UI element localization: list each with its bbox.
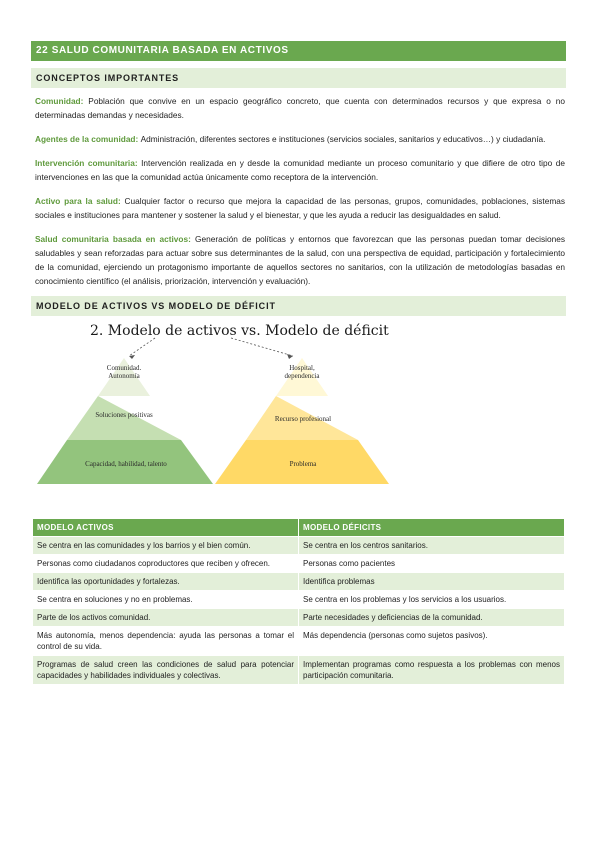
comparison-table xyxy=(32,518,565,685)
assets-cell: Se centra en soluciones y no en problemas. xyxy=(33,591,299,609)
concept-definition: Comunidad: Población que convive en un espacio geográfico concreto, que cuenta con determinados recursos y que expresa o no determinadas demandas y necesidades. xyxy=(35,96,565,120)
concept-definition: Agentes de la comunidad: Administración, diferentes sectores e instituciones (servicios sociales, sanitarios y educativos…) y ciudadanía. xyxy=(35,134,546,144)
models-diagram xyxy=(31,320,566,506)
concept-term: Intervención comunitaria xyxy=(35,158,135,168)
concept-definition: Salud comunitaria basada en activos: Generación de políticas y entornos que favorezcan que las personas puedan tomar decisiones saludables y sean reforzadas para actuar sobre sus determinantes de la salud, con una perspectiva de equidad, participación y fortalecimiento de la comunidad, ejerciendo un protagonismo importante de aquellos sectores no sanitarios, con la utilización de metodologías basadas en conocimiento científico (el análisis, priorización, intervención y evaluación). xyxy=(35,234,565,286)
concept-definition: Activo para la salud: Cualquier factor o recurso que mejora la capacidad de las personas, grupos, comunidades, poblaciones, sistemas sociales e instituciones para mantener y sostener la salud y el bienestar, y que les ayuda a reducir las desigualdades en salud. xyxy=(35,196,565,220)
table-row xyxy=(33,573,565,591)
chapter-title: 22 SALUD COMUNITARIA BASADA EN ACTIVOS xyxy=(31,41,566,61)
assets-bottom-label: Capacidad, habilidad, talento xyxy=(85,460,167,468)
assets-cell: Más autonomía, menos dependencia: ayuda las personas a tomar el control de su vida. xyxy=(33,627,299,656)
assets-cell: Identifica las oportunidades y fortalezas. xyxy=(33,573,299,591)
deficit-middle-label: Recurso profesional xyxy=(274,415,332,423)
document-page xyxy=(31,41,566,685)
table-row xyxy=(33,555,565,573)
assets-pointer-arrow xyxy=(129,338,155,356)
section-heading-models: MODELO DE ACTIVOS VS MODELO DE DÉFICIT xyxy=(31,296,566,316)
deficit-top-label: Hospital, dependencia xyxy=(284,364,320,380)
concept-text: Cualquier factor o recurso que mejora la capacidad de las personas, grupos, comunidades, poblaciones, sistemas sociales e instituciones para mantener y sostener la salud y el bienestar, y que les ayuda a reducir las desigualdades en salud. xyxy=(35,196,565,220)
deficits-cell: Identifica problemas xyxy=(299,573,565,591)
concept-text: Intervención realizada en y desde la comunidad mediante un proceso comunitario y que difiere de otro tipo de intervenciones en las que la comunidad actúa únicamente como receptora de la intervención. xyxy=(35,158,565,182)
assets-top-label: Comunidad. Autonomía xyxy=(106,364,142,380)
table-row xyxy=(33,609,565,627)
assets-cell: Programas de salud creen las condiciones de salud para potenciar capacidades y habilidades individuales y colectivas. xyxy=(33,656,299,685)
deficit-pointer-arrow xyxy=(231,338,293,356)
assets-cell: Parte de los activos comunidad. xyxy=(33,609,299,627)
deficit-bottom-label: Problema xyxy=(289,460,317,468)
deficits-cell: Se centra en los problemas y los servicios a los usuarios. xyxy=(299,591,565,609)
concept-text: Generación de políticas y entornos que favorezcan que las personas puedan tomar decisiones saludables y sean reforzadas para actuar sobre sus determinantes de la salud, con una perspectiva de equidad, participación y fortalecimiento de la comunidad, ejerciendo un protagonismo importante de aquellos sectores no sanitarios, con la utilización de metodologías basadas en conocimiento científico (el análisis, priorización, intervención y evaluación). xyxy=(35,234,565,286)
deficits-cell: Implementan programas como respuesta a los problemas con menos participación comunitaria. xyxy=(299,656,565,685)
table-row xyxy=(33,591,565,609)
concept-term: Agentes de la comunidad xyxy=(35,134,136,144)
deficits-cell: Personas como pacientes xyxy=(299,555,565,573)
column-header-assets: MODELO ACTIVOS xyxy=(33,519,299,537)
deficits-cell: Más dependencia (personas como sujetos pasivos). xyxy=(299,627,565,656)
concept-definition: Intervención comunitaria: Intervención realizada en y desde la comunidad mediante un proceso comunitario y que difiere de otro tipo de intervenciones en las que la comunidad actúa únicamente como receptora de la intervención. xyxy=(35,158,565,182)
table-row xyxy=(33,627,565,656)
concept-text: Administración, diferentes sectores e instituciones (servicios sociales, sanitarios y educativos…) y ciudadanía. xyxy=(140,134,546,144)
concept-text: Población que convive en un espacio geográfico concreto, que cuenta con determinados recursos y que expresa o no determinadas demandas y necesidades. xyxy=(35,96,565,120)
table-row xyxy=(33,537,565,555)
deficits-cell: Parte necesidades y deficiencias de la comunidad. xyxy=(299,609,565,627)
column-header-deficits: MODELO DÉFICITS xyxy=(299,519,565,537)
figure-title: 2. Modelo de activos vs. Modelo de déficit xyxy=(90,323,389,339)
concept-term: Activo para la salud xyxy=(35,196,118,206)
concept-term: Salud comunitaria basada en activos xyxy=(35,234,189,244)
section-heading-concepts: CONCEPTOS IMPORTANTES xyxy=(31,68,566,88)
concept-term: Comunidad xyxy=(35,96,81,106)
assets-middle-label: Soluciones positivas xyxy=(95,411,153,419)
assets-cell: Se centra en las comunidades y los barrios y el bien común. xyxy=(33,537,299,555)
deficits-cell: Se centra en los centros sanitarios. xyxy=(299,537,565,555)
assets-cell: Personas como ciudadanos coproductores que reciben y ofrecen. xyxy=(33,555,299,573)
table-row xyxy=(33,656,565,685)
concept-list xyxy=(31,94,566,288)
table-header-row xyxy=(33,519,565,537)
